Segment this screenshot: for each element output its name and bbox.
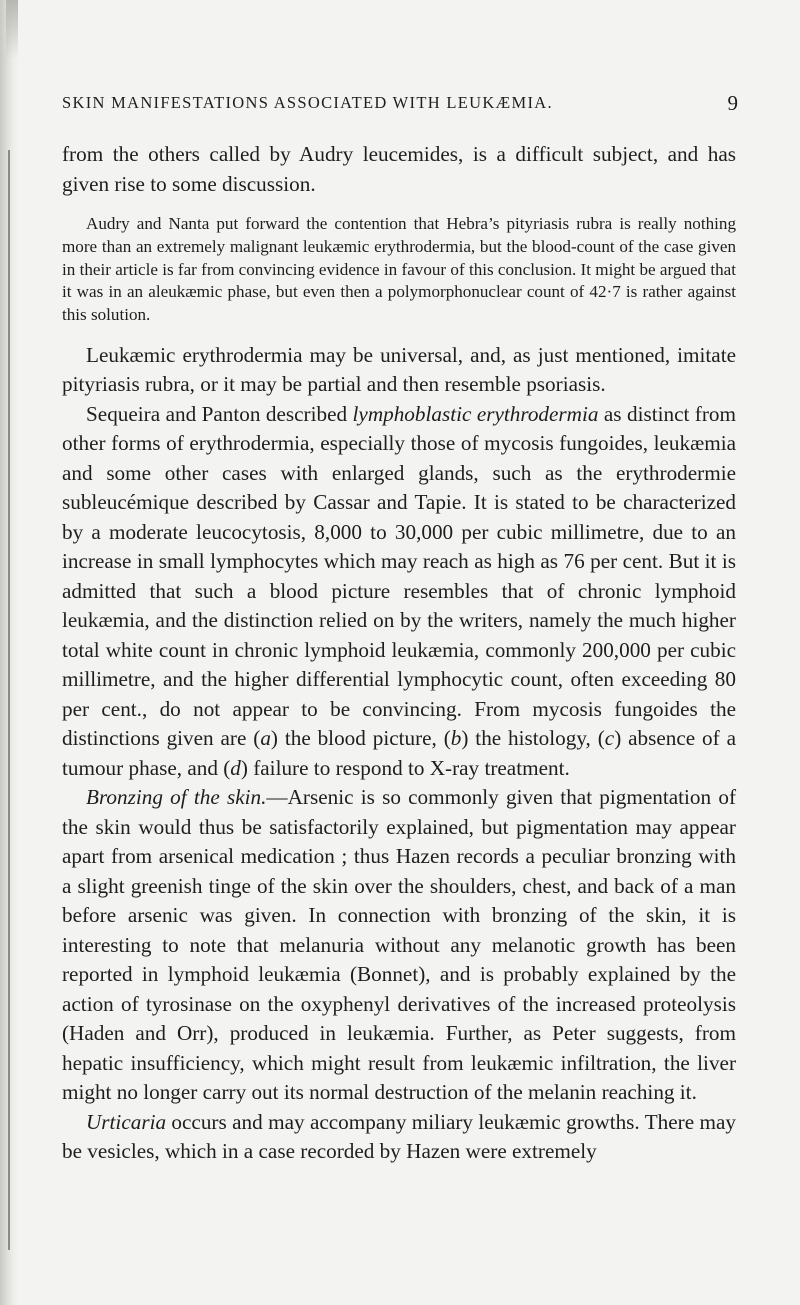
binding-line <box>8 150 10 1250</box>
p5-text: —Arsenic is so commonly given that pigmentation of the skin would thus be satisfactorily explained, but pigmentation may appear apart from arsenical medication ; thus Hazen records a peculiar bronzing with a slight greenish tinge of the skin over the shoulders, chest, and back of a man before arsenic was given. In connection with bronzing of the skin, it is interesting to note that melanuria without any melanotic growth has been reported in lymphoid leukæmia (Bonnet), and is probably explained by the action of tyrosinase on the oxyphenyl derivatives of the increased proteolysis (Haden and Orr), produced in leukæmia. Further, as Peter suggests, from hepatic insufficiency, which might result from leukæmic infiltration, the liver might no longer carry out its normal destruction of the melanin reaching it. <box>62 785 736 1105</box>
running-head: SKIN MANIFESTATIONS ASSOCIATED WITH LEUKÆMIA. <box>62 93 553 112</box>
p4-list-letter: a <box>260 726 271 751</box>
binding-mark <box>6 0 18 60</box>
p4-text: ) absence of a tumour phase, and ( <box>62 726 736 780</box>
paragraph-3: Leukæmic erythrodermia may be universal, and, as just mentioned, imitate pityriasis rubra, or it may be partial and then resemble psoriasis. <box>62 342 736 397</box>
section-heading-urticaria: Urticaria <box>86 1109 167 1134</box>
paragraph-6 <box>62 1108 736 1167</box>
paragraph-4 <box>62 400 736 784</box>
p4-list-letter: d <box>230 755 241 780</box>
p4-list-letter: c <box>604 726 615 751</box>
body-text <box>62 140 736 1167</box>
p4-text: ) failure to respond to X-ray treatment. <box>240 755 570 780</box>
p4-text: ) the histology, ( <box>461 726 605 751</box>
p4-list-letter: b <box>450 726 462 751</box>
page-header <box>62 93 738 119</box>
p4-term: lymphoblastic erythrodermia <box>352 401 599 426</box>
p4-text: as distinct from other forms of erythrodermia, especially those of mycosis fungoides, leukæmia and some other cases with enlarged glands, such as the erythrodermie subleucémique described by Cassar and Tapie. It is stated to be characterized by a moderate leucocytosis, 8,000 to 30,000 per cubic millimetre, due to an increase in small lymphocytes which may reach as high as 76 per cent. But it is admitted that such a blood picture resembles that of chronic lymphoid leukæmia, and the distinction relied on by the writers, namely the much higher total white count in chronic lymphoid leukæmia, commonly 200,000 per cubic millimetre, and the higher differential lymphocytic count, often exceeding 80 per cent., do not appear to be convincing. From mycosis fungoides the distinctions given are ( <box>62 401 736 751</box>
paragraph-1: from the others called by Audry leucemides, is a difficult subject, and has given rise to some discussion. <box>62 142 736 196</box>
section-heading-bronzing: Bronzing of the skin. <box>86 785 267 810</box>
p4-text: Sequeira and Panton described <box>86 401 353 426</box>
paragraph-5 <box>62 783 736 1108</box>
p6-text: occurs and may accompany miliary leukæmic growths. There may be vesicles, which in a case recorded by Hazen were extremely <box>62 1109 736 1164</box>
page-number: 9 <box>727 91 738 115</box>
p4-text: ) the blood picture, ( <box>270 726 451 751</box>
paragraph-2-small-print: Audry and Nanta put forward the contention that Hebra’s pityriasis rubra is really nothing more than an extremely malignant leukæmic erythrodermia, but the blood-count of the case given in their article is far from convincing evidence in favour of this conclusion. It might be argued that it was in an aleukæmic phase, but even then a polymorphonuclear count of 42·7 is rather against this solution. <box>62 214 736 325</box>
